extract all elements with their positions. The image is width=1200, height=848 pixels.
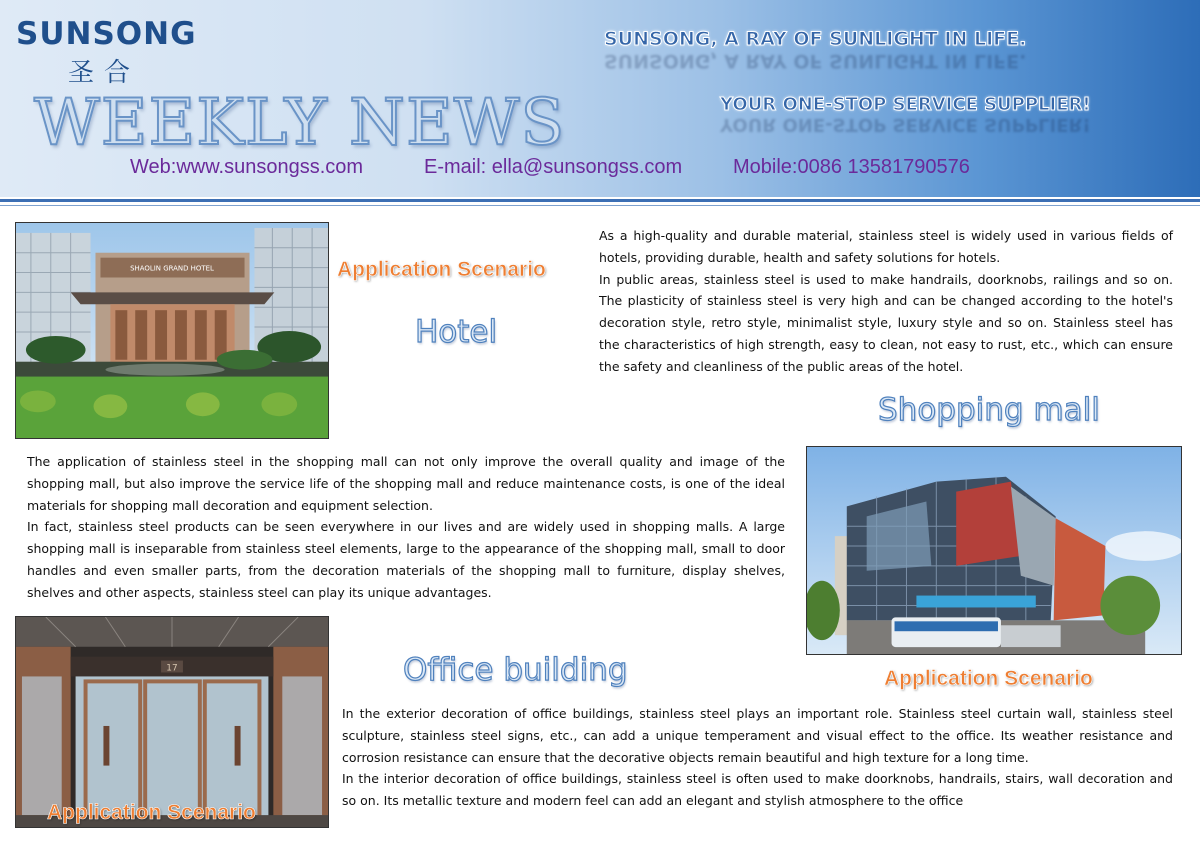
hotel-text — [599, 225, 1173, 378]
shopping-mall-photo — [806, 446, 1182, 655]
header-divider — [0, 199, 1200, 202]
hotel-heading: Hotel — [415, 314, 498, 350]
header-divider-thin — [0, 205, 1200, 206]
office-text — [342, 703, 1173, 812]
shopping-mall-text — [27, 451, 785, 604]
mobile-number: Mobile:0086 13581790576 — [733, 156, 970, 178]
tagline-sunlight: SUNSONG, A RAY OF SUNLIGHT IN LIFE. — [604, 28, 1027, 50]
hotel-paragraph-1: As a high-quality and durable material, stainless steel is widely used in various fields of hotels, providing durable, health and safety solutions for hotels. — [599, 228, 1173, 265]
office-door-number: 17 — [166, 663, 178, 674]
tagline-sunlight-reflection: SUNSONG, A RAY OF SUNLIGHT IN LIFE. — [604, 50, 1027, 72]
tagline-supplier: YOUR ONE-STOP SERVICE SUPPLIER! — [720, 94, 1091, 115]
header-banner — [0, 0, 1200, 197]
shopping-mall-paragraph-2: In fact, stainless steel products can be seen everywhere in our lives and are widely used in shopping malls. A large shopping mall is inseparable from stainless steel elements, large to the appearance of the shopping mall, small to door handles and even smaller parts, from the decoration materials of the shopping mall to furniture, display shelves, shelves and other aspects, stainless steel can play its unique advantages. — [27, 519, 785, 600]
hotel-sign-text: SHAOLIN GRAND HOTEL — [130, 264, 214, 273]
hotel-paragraph-2: In public areas, stainless steel is used to make handrails, doorknobs, railings and so on. The plasticity of stainless steel is very high and can be changed according to the hotel's decoration style, retro style, minimalist style, luxury style and so on. Stainless steel has the characteristics of high strength, easy to clean, not easy to rust, etc., which can ensure the safety and cleanliness of the public areas of the hotel. — [599, 271, 1173, 374]
email-link[interactable]: E-mail: ella@sunsongss.com — [424, 156, 683, 178]
shopping-mall-paragraph-1: The application of stainless steel in the shopping mall can not only improve the overall quality and image of the shopping mall, but also improve the service life of the shopping mall and reduce maintenance costs, is one of the ideal materials for shopping mall decoration and equipment selection. — [27, 454, 785, 513]
web-link[interactable]: Web:www.sunsongss.com — [130, 156, 364, 178]
logo: SUNSONG — [16, 16, 197, 52]
shopping-mall-heading: Shopping mall — [878, 392, 1100, 428]
hotel-scenario-label: Application Scenario — [337, 258, 546, 281]
office-heading: Office building — [403, 652, 628, 688]
hotel-photo — [15, 222, 329, 439]
tagline-supplier-reflection: YOUR ONE-STOP SERVICE SUPPLIER! — [720, 114, 1091, 135]
shopping-mall-scenario-label: Application Scenario — [884, 667, 1093, 690]
office-photo — [15, 616, 329, 828]
page-title: WEEKLY NEWS — [34, 86, 566, 160]
logo-chinese: 圣合 — [68, 58, 141, 88]
office-scenario-label: Application Scenario — [47, 801, 256, 824]
office-paragraph-1: In the exterior decoration of office buildings, stainless steel plays an important role. Stainless steel curtain wall, stainless steel sculpture, stainless steel signs, etc., can add a unique temperament and visual effect to the office. Its weather resistance and corrosion resistance can ensure that the decorative objects remain beautiful and high texture for a long time. — [342, 706, 1173, 765]
office-paragraph-2: In the interior decoration of office buildings, stainless steel is often used to make doorknobs, handrails, stairs, wall decoration and so on. Its metallic texture and modern feel can add an elegant and stylish atmosphere to the office — [342, 771, 1173, 809]
